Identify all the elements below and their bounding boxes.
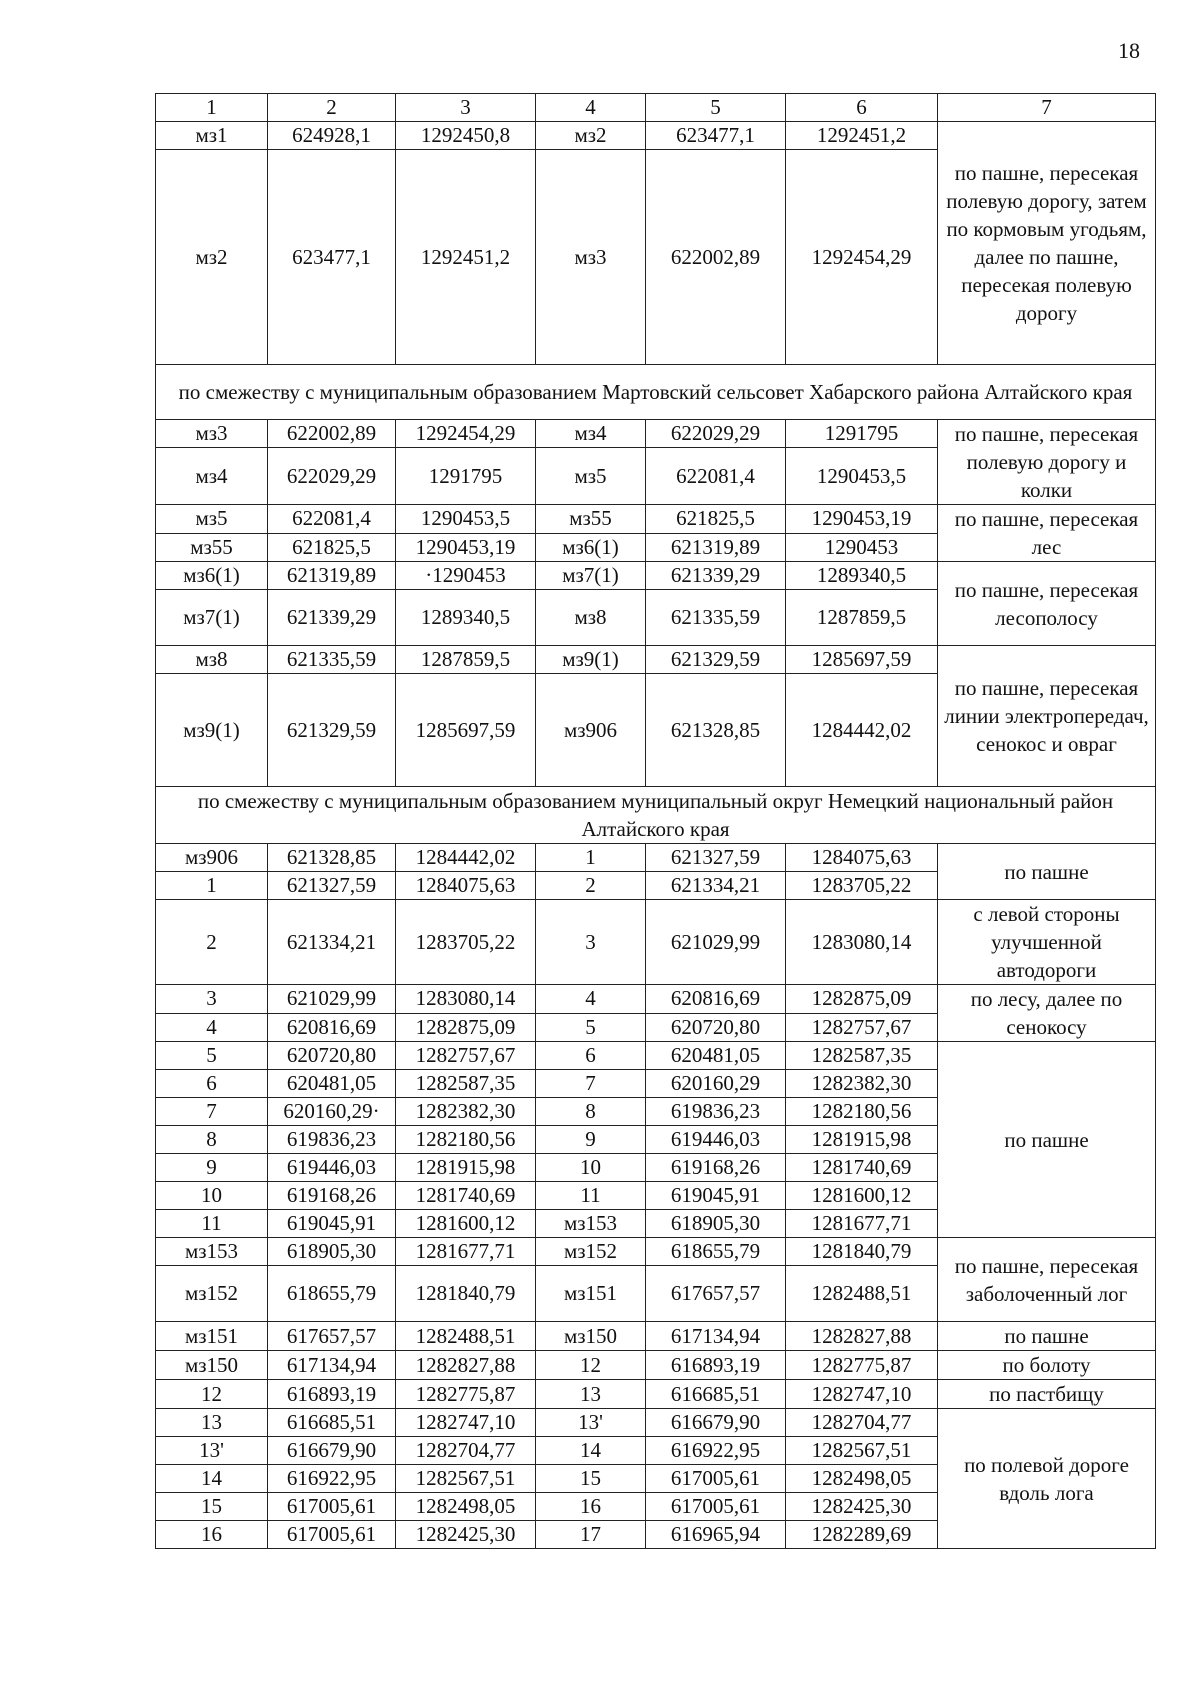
boundary-description-cell: по полевой дороге вдоль лога xyxy=(938,1409,1156,1549)
to-x-cell: 621029,99 xyxy=(646,900,786,985)
from-x-cell: 620481,05 xyxy=(268,1070,396,1098)
from-point-cell: 3 xyxy=(156,985,268,1014)
to-point-cell: 13' xyxy=(536,1409,646,1437)
from-x-cell: 621825,5 xyxy=(268,533,396,562)
from-point-cell: мз152 xyxy=(156,1266,268,1322)
to-point-cell: 14 xyxy=(536,1437,646,1465)
boundary-coordinates-table xyxy=(155,93,1156,1549)
to-x-cell: 620481,05 xyxy=(646,1042,786,1070)
from-y-cell: 1290453,19 xyxy=(396,533,536,562)
column-number-1: 1 xyxy=(156,94,268,122)
to-y-cell: 1282425,30 xyxy=(786,1493,938,1521)
from-x-cell: 616685,51 xyxy=(268,1409,396,1437)
to-y-cell: 1290453,5 xyxy=(786,448,938,505)
to-y-cell: 1282382,30 xyxy=(786,1070,938,1098)
from-y-cell: 1282827,88 xyxy=(396,1351,536,1380)
to-point-cell: 15 xyxy=(536,1465,646,1493)
from-x-cell: 621335,59 xyxy=(268,646,396,674)
section-heading-row xyxy=(156,365,1156,420)
table-row xyxy=(156,1409,1156,1437)
from-point-cell: 12 xyxy=(156,1380,268,1409)
from-y-cell: 1285697,59 xyxy=(396,674,536,787)
to-x-cell: 616893,19 xyxy=(646,1351,786,1380)
from-x-cell: 616893,19 xyxy=(268,1380,396,1409)
to-x-cell: 622029,29 xyxy=(646,420,786,448)
from-point-cell: 10 xyxy=(156,1182,268,1210)
from-y-cell: 1290453,5 xyxy=(396,505,536,534)
to-x-cell: 618905,30 xyxy=(646,1210,786,1238)
to-point-cell: 1 xyxy=(536,844,646,872)
to-x-cell: 616685,51 xyxy=(646,1380,786,1409)
from-point-cell: мз6(1) xyxy=(156,562,268,590)
to-y-cell: 1281740,69 xyxy=(786,1154,938,1182)
from-point-cell: мз7(1) xyxy=(156,590,268,646)
from-y-cell: 1282498,05 xyxy=(396,1493,536,1521)
from-point-cell: 14 xyxy=(156,1465,268,1493)
from-x-cell: 621339,29 xyxy=(268,590,396,646)
to-x-cell: 620816,69 xyxy=(646,985,786,1014)
to-y-cell: 1290453 xyxy=(786,533,938,562)
to-point-cell: 8 xyxy=(536,1098,646,1126)
from-point-cell: мз4 xyxy=(156,448,268,505)
table-row xyxy=(156,646,1156,674)
from-x-cell: 622081,4 xyxy=(268,505,396,534)
from-x-cell: 621334,21 xyxy=(268,900,396,985)
to-x-cell: 621329,59 xyxy=(646,646,786,674)
from-x-cell: 618905,30 xyxy=(268,1238,396,1266)
to-point-cell: мз3 xyxy=(536,150,646,365)
boundary-description-cell: по пашне, пересекая полевую дорогу и колки xyxy=(938,420,1156,505)
from-y-cell: 1282425,30 xyxy=(396,1521,536,1549)
from-point-cell: 11 xyxy=(156,1210,268,1238)
from-x-cell: 620160,29· xyxy=(268,1098,396,1126)
from-y-cell: 1282757,67 xyxy=(396,1042,536,1070)
to-point-cell: мз152 xyxy=(536,1238,646,1266)
from-y-cell: 1283705,22 xyxy=(396,900,536,985)
boundary-description-cell: по пашне, пересекая лесополосу xyxy=(938,562,1156,646)
table-row xyxy=(156,900,1156,985)
to-x-cell: 616679,90 xyxy=(646,1409,786,1437)
to-point-cell: 11 xyxy=(536,1182,646,1210)
to-x-cell: 619045,91 xyxy=(646,1182,786,1210)
from-point-cell: мз2 xyxy=(156,150,268,365)
from-x-cell: 617657,57 xyxy=(268,1322,396,1351)
table-row xyxy=(156,505,1156,534)
from-y-cell: 1284075,63 xyxy=(396,872,536,900)
table-row xyxy=(156,420,1156,448)
to-x-cell: 619446,03 xyxy=(646,1126,786,1154)
from-y-cell: 1292451,2 xyxy=(396,150,536,365)
table-row xyxy=(156,1380,1156,1409)
to-x-cell: 621335,59 xyxy=(646,590,786,646)
to-y-cell: 1281677,71 xyxy=(786,1210,938,1238)
to-y-cell: 1284075,63 xyxy=(786,844,938,872)
to-x-cell: 616965,94 xyxy=(646,1521,786,1549)
from-x-cell: 624928,1 xyxy=(268,122,396,150)
from-point-cell: мз5 xyxy=(156,505,268,534)
from-x-cell: 621328,85 xyxy=(268,844,396,872)
from-y-cell: 1282875,09 xyxy=(396,1013,536,1042)
from-point-cell: мз151 xyxy=(156,1322,268,1351)
from-y-cell: 1281600,12 xyxy=(396,1210,536,1238)
page-number: 18 xyxy=(1118,38,1140,63)
from-point-cell: 9 xyxy=(156,1154,268,1182)
to-point-cell: 13 xyxy=(536,1380,646,1409)
to-x-cell: 621339,29 xyxy=(646,562,786,590)
from-y-cell: 1282747,10 xyxy=(396,1409,536,1437)
to-x-cell: 617657,57 xyxy=(646,1266,786,1322)
to-point-cell: 4 xyxy=(536,985,646,1014)
to-y-cell: 1281915,98 xyxy=(786,1126,938,1154)
to-point-cell: мз153 xyxy=(536,1210,646,1238)
from-point-cell: 8 xyxy=(156,1126,268,1154)
section-heading: по смежеству с муниципальным образованием Мартовский сельсовет Хабарского района Алтайского края xyxy=(156,365,1156,420)
to-point-cell: мз55 xyxy=(536,505,646,534)
boundary-description-cell: по пашне xyxy=(938,844,1156,900)
to-point-cell: мз9(1) xyxy=(536,646,646,674)
from-point-cell: 15 xyxy=(156,1493,268,1521)
table-header-row xyxy=(156,94,1156,122)
to-y-cell: 1289340,5 xyxy=(786,562,938,590)
table-row xyxy=(156,1042,1156,1070)
to-x-cell: 618655,79 xyxy=(646,1238,786,1266)
to-point-cell: 16 xyxy=(536,1493,646,1521)
to-point-cell: 17 xyxy=(536,1521,646,1549)
table-row xyxy=(156,844,1156,872)
from-point-cell: мз3 xyxy=(156,420,268,448)
to-point-cell: мз2 xyxy=(536,122,646,150)
from-point-cell: 13 xyxy=(156,1409,268,1437)
from-point-cell: мз8 xyxy=(156,646,268,674)
to-y-cell: 1290453,19 xyxy=(786,505,938,534)
to-point-cell: 3 xyxy=(536,900,646,985)
from-point-cell: 1 xyxy=(156,872,268,900)
to-point-cell: 10 xyxy=(536,1154,646,1182)
to-x-cell: 622002,89 xyxy=(646,150,786,365)
from-y-cell: 1282704,77 xyxy=(396,1437,536,1465)
boundary-description-cell: по пашне, пересекая лес xyxy=(938,505,1156,562)
to-point-cell: мз5 xyxy=(536,448,646,505)
to-x-cell: 620720,80 xyxy=(646,1013,786,1042)
from-x-cell: 616922,95 xyxy=(268,1465,396,1493)
to-point-cell: мз150 xyxy=(536,1322,646,1351)
to-x-cell: 617005,61 xyxy=(646,1493,786,1521)
to-y-cell: 1291795 xyxy=(786,420,938,448)
from-point-cell: мз150 xyxy=(156,1351,268,1380)
to-point-cell: мз7(1) xyxy=(536,562,646,590)
to-y-cell: 1282704,77 xyxy=(786,1409,938,1437)
from-x-cell: 621319,89 xyxy=(268,562,396,590)
boundary-description-cell: с левой стороны улучшенной автодороги xyxy=(938,900,1156,985)
from-x-cell: 622029,29 xyxy=(268,448,396,505)
to-y-cell: 1292454,29 xyxy=(786,150,938,365)
boundary-description-cell: по пастбищу xyxy=(938,1380,1156,1409)
from-x-cell: 618655,79 xyxy=(268,1266,396,1322)
to-x-cell: 621327,59 xyxy=(646,844,786,872)
to-point-cell: мз4 xyxy=(536,420,646,448)
to-y-cell: 1282587,35 xyxy=(786,1042,938,1070)
boundary-description-cell: по пашне xyxy=(938,1322,1156,1351)
to-y-cell: 1282289,69 xyxy=(786,1521,938,1549)
from-x-cell: 619836,23 xyxy=(268,1126,396,1154)
to-x-cell: 622081,4 xyxy=(646,448,786,505)
column-number-2: 2 xyxy=(268,94,396,122)
to-point-cell: мз6(1) xyxy=(536,533,646,562)
from-y-cell: ·1290453 xyxy=(396,562,536,590)
from-y-cell: 1281740,69 xyxy=(396,1182,536,1210)
from-y-cell: 1292450,8 xyxy=(396,122,536,150)
from-point-cell: 6 xyxy=(156,1070,268,1098)
to-y-cell: 1282757,67 xyxy=(786,1013,938,1042)
from-x-cell: 619168,26 xyxy=(268,1182,396,1210)
to-point-cell: 5 xyxy=(536,1013,646,1042)
from-y-cell: 1282382,30 xyxy=(396,1098,536,1126)
from-y-cell: 1292454,29 xyxy=(396,420,536,448)
from-y-cell: 1281915,98 xyxy=(396,1154,536,1182)
from-x-cell: 619446,03 xyxy=(268,1154,396,1182)
to-point-cell: мз906 xyxy=(536,674,646,787)
table-row xyxy=(156,1351,1156,1380)
from-y-cell: 1287859,5 xyxy=(396,646,536,674)
column-number-6: 6 xyxy=(786,94,938,122)
to-y-cell: 1282827,88 xyxy=(786,1322,938,1351)
to-point-cell: 12 xyxy=(536,1351,646,1380)
from-point-cell: мз1 xyxy=(156,122,268,150)
from-point-cell: мз906 xyxy=(156,844,268,872)
to-x-cell: 621825,5 xyxy=(646,505,786,534)
to-y-cell: 1284442,02 xyxy=(786,674,938,787)
to-y-cell: 1282875,09 xyxy=(786,985,938,1014)
from-point-cell: 2 xyxy=(156,900,268,985)
to-x-cell: 620160,29 xyxy=(646,1070,786,1098)
from-y-cell: 1281677,71 xyxy=(396,1238,536,1266)
to-point-cell: 9 xyxy=(536,1126,646,1154)
from-x-cell: 617005,61 xyxy=(268,1493,396,1521)
boundary-description-cell: по пашне xyxy=(938,1042,1156,1238)
to-y-cell: 1282567,51 xyxy=(786,1437,938,1465)
from-x-cell: 620816,69 xyxy=(268,1013,396,1042)
from-y-cell: 1282180,56 xyxy=(396,1126,536,1154)
from-point-cell: 5 xyxy=(156,1042,268,1070)
column-number-7: 7 xyxy=(938,94,1156,122)
to-point-cell: мз8 xyxy=(536,590,646,646)
from-y-cell: 1284442,02 xyxy=(396,844,536,872)
boundary-description-cell: по пашне, пересекая полевую дорогу, затем по кормовым угодьям, далее по пашне, пересекая полевую дорогу xyxy=(938,122,1156,365)
column-number-5: 5 xyxy=(646,94,786,122)
table-row xyxy=(156,562,1156,590)
to-y-cell: 1282180,56 xyxy=(786,1098,938,1126)
from-y-cell: 1289340,5 xyxy=(396,590,536,646)
to-x-cell: 621319,89 xyxy=(646,533,786,562)
to-x-cell: 617005,61 xyxy=(646,1465,786,1493)
to-y-cell: 1282498,05 xyxy=(786,1465,938,1493)
to-y-cell: 1281600,12 xyxy=(786,1182,938,1210)
from-x-cell: 620720,80 xyxy=(268,1042,396,1070)
table-row xyxy=(156,122,1156,150)
from-x-cell: 616679,90 xyxy=(268,1437,396,1465)
to-y-cell: 1282488,51 xyxy=(786,1266,938,1322)
table-row xyxy=(156,1322,1156,1351)
from-y-cell: 1291795 xyxy=(396,448,536,505)
to-y-cell: 1282775,87 xyxy=(786,1351,938,1380)
to-point-cell: 2 xyxy=(536,872,646,900)
to-x-cell: 619168,26 xyxy=(646,1154,786,1182)
from-y-cell: 1283080,14 xyxy=(396,985,536,1014)
boundary-description-cell: по пашне, пересекая заболоченный лог xyxy=(938,1238,1156,1322)
boundary-description-cell: по пашне, пересекая линии электропередач, сенокос и овраг xyxy=(938,646,1156,787)
to-y-cell: 1287859,5 xyxy=(786,590,938,646)
from-point-cell: мз9(1) xyxy=(156,674,268,787)
table-row xyxy=(156,1238,1156,1266)
from-point-cell: 16 xyxy=(156,1521,268,1549)
from-point-cell: мз153 xyxy=(156,1238,268,1266)
to-point-cell: 6 xyxy=(536,1042,646,1070)
to-x-cell: 621334,21 xyxy=(646,872,786,900)
table-row xyxy=(156,985,1156,1014)
from-x-cell: 623477,1 xyxy=(268,150,396,365)
column-number-3: 3 xyxy=(396,94,536,122)
from-x-cell: 619045,91 xyxy=(268,1210,396,1238)
from-x-cell: 617005,61 xyxy=(268,1521,396,1549)
to-y-cell: 1283705,22 xyxy=(786,872,938,900)
to-x-cell: 617134,94 xyxy=(646,1322,786,1351)
from-point-cell: 7 xyxy=(156,1098,268,1126)
boundary-description-cell: по лесу, далее по сенокосу xyxy=(938,985,1156,1042)
from-x-cell: 621029,99 xyxy=(268,985,396,1014)
to-x-cell: 621328,85 xyxy=(646,674,786,787)
boundary-description-cell: по болоту xyxy=(938,1351,1156,1380)
to-y-cell: 1285697,59 xyxy=(786,646,938,674)
to-point-cell: 7 xyxy=(536,1070,646,1098)
from-y-cell: 1282488,51 xyxy=(396,1322,536,1351)
to-x-cell: 623477,1 xyxy=(646,122,786,150)
from-x-cell: 622002,89 xyxy=(268,420,396,448)
from-y-cell: 1281840,79 xyxy=(396,1266,536,1322)
to-point-cell: мз151 xyxy=(536,1266,646,1322)
from-y-cell: 1282587,35 xyxy=(396,1070,536,1098)
from-point-cell: 13' xyxy=(156,1437,268,1465)
from-x-cell: 621329,59 xyxy=(268,674,396,787)
from-point-cell: 4 xyxy=(156,1013,268,1042)
from-y-cell: 1282567,51 xyxy=(396,1465,536,1493)
to-x-cell: 616922,95 xyxy=(646,1437,786,1465)
to-y-cell: 1283080,14 xyxy=(786,900,938,985)
column-number-4: 4 xyxy=(536,94,646,122)
section-heading: по смежеству с муниципальным образованием муниципальный округ Немецкий национальный район Алтайского края xyxy=(156,787,1156,844)
from-point-cell: мз55 xyxy=(156,533,268,562)
section-heading-row xyxy=(156,787,1156,844)
to-y-cell: 1282747,10 xyxy=(786,1380,938,1409)
to-x-cell: 619836,23 xyxy=(646,1098,786,1126)
to-y-cell: 1292451,2 xyxy=(786,122,938,150)
to-y-cell: 1281840,79 xyxy=(786,1238,938,1266)
from-y-cell: 1282775,87 xyxy=(396,1380,536,1409)
from-x-cell: 617134,94 xyxy=(268,1351,396,1380)
from-x-cell: 621327,59 xyxy=(268,872,396,900)
